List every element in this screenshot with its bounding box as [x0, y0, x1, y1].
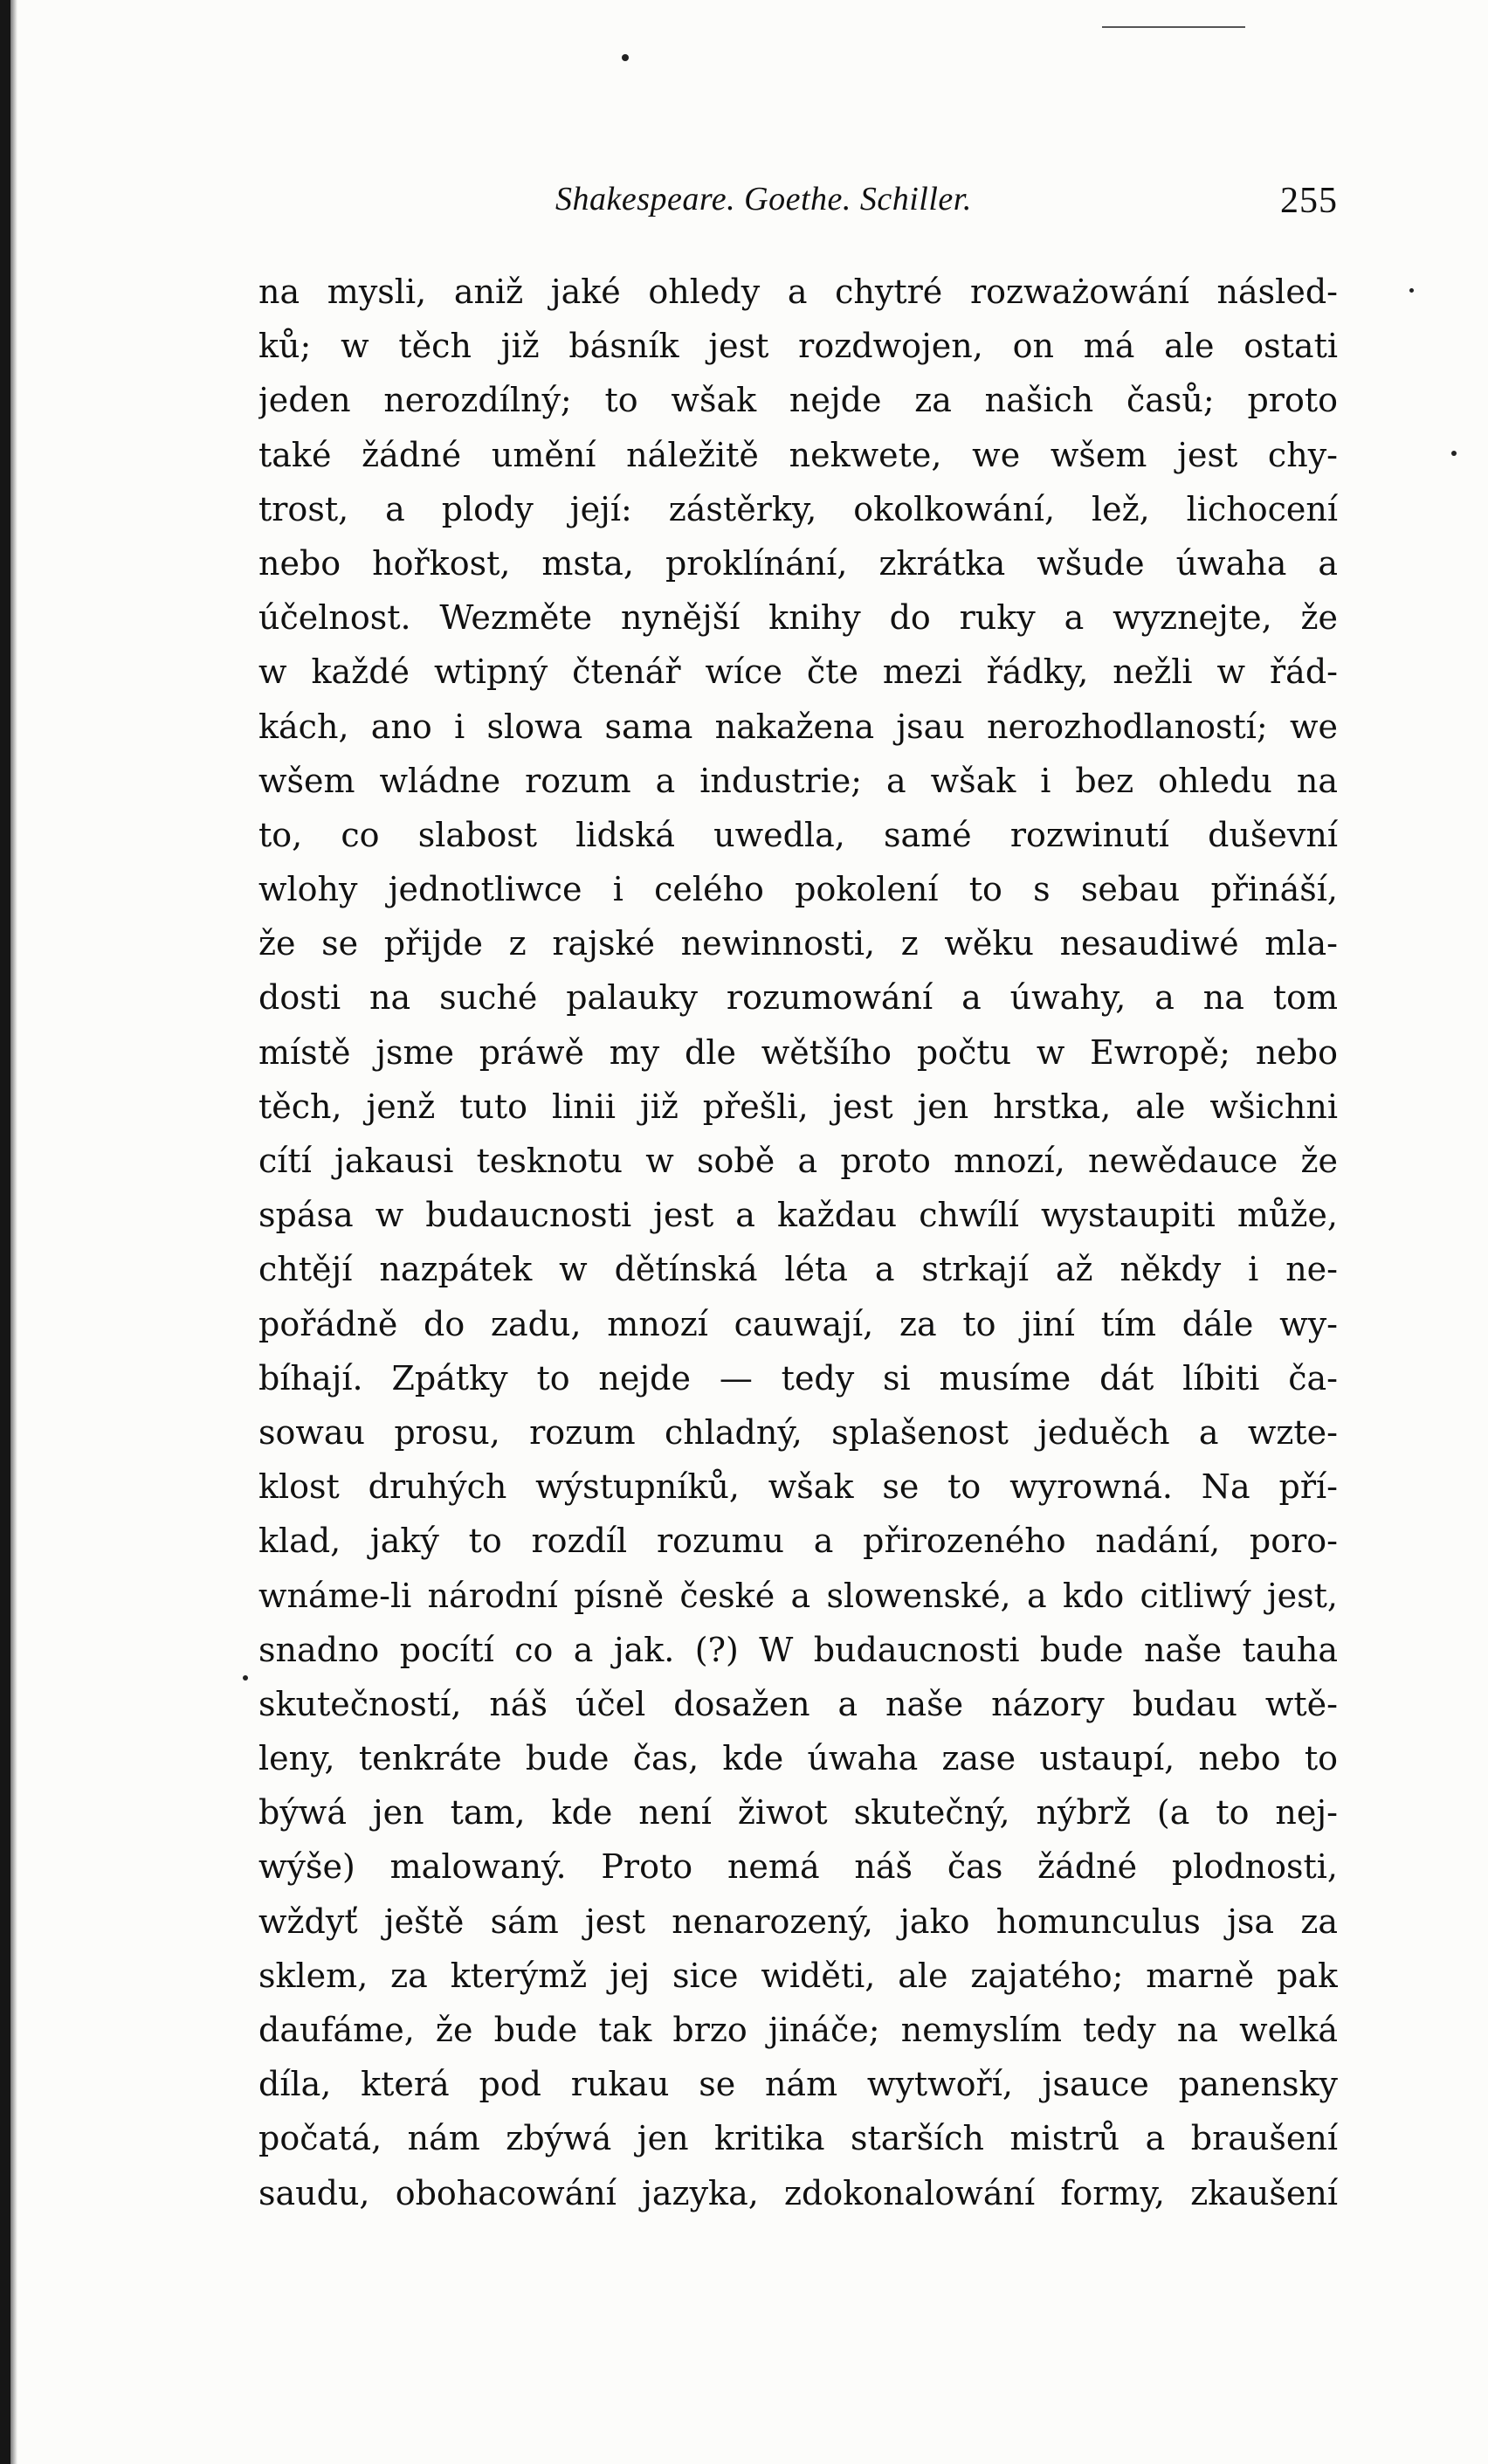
text-line: díla, která pod rukau se nám wytwoří, jsauce panensky — [258, 2065, 1338, 2104]
text-line: nebo hořkost, msta, proklínání, zkrátka wšude úwaha a — [258, 543, 1338, 583]
text-line: snadno pocítí co a jak. (?) W budaucnosti bude naše tauha — [258, 1630, 1338, 1669]
text-line: účelnost. Wezměte nynější knihy do ruky a wyznejte, že — [258, 598, 1338, 638]
book-spine-edge — [0, 0, 10, 2464]
text-line: skutečností, náš účel dosažen a naše názory budau wtě- — [258, 1684, 1338, 1723]
text-line: wlohy jednotliwce i celého pokolení to s sebau přináší, — [258, 870, 1338, 909]
text-line: chtějí nazpátek w dětínská léta a strkají až někdy i ne- — [258, 1250, 1338, 1289]
scan-speck — [1409, 288, 1414, 293]
text-line: to, co slabost lidská uwedla, samé rozwinutí duševní — [258, 815, 1338, 854]
page-number: 255 — [1280, 181, 1338, 221]
running-title: Shakespeare. Goethe. Schiller. — [555, 181, 972, 217]
text-line: také žádné umění náležitě nekwete, we wšem jest chy- — [258, 435, 1338, 474]
text-line: wšem wládne rozum a industrie; a wšak i bez ohledu na — [258, 761, 1338, 800]
scan-artifact-line — [1102, 26, 1245, 28]
text-line: kách, ano i slowa sama nakažena jsau nerozhodlaností; we — [258, 707, 1338, 746]
text-line: jeden nerozdílný; to wšak nejde za našich časů; proto — [258, 381, 1338, 420]
text-line: dosti na suché palauky rozumowání a úwahy, a na tom — [258, 978, 1338, 1018]
text-line: wždyť ještě sám jest nenarozený, jako homunculus jsa za — [258, 1901, 1338, 1941]
text-line: bíhají. Zpátky to nejde — tedy si musíme dát líbiti ča- — [258, 1358, 1338, 1398]
text-line: že se přijde z rajské newinnosti, z wěku nesaudiwé mla- — [258, 924, 1338, 963]
text-line: klad, jaký to rozdíl rozumu a přirozeného nadání, poro- — [258, 1522, 1338, 1561]
text-line: spása w budaucnosti jest a každau chwílí wystaupiti může, — [258, 1196, 1338, 1235]
text-line: leny, tenkráte bude čas, kde úwaha zase ustaupí, nebo to — [258, 1739, 1338, 1778]
text-line: pořádně do zadu, mnozí cauwají, za to jiní tím dále wy- — [258, 1304, 1338, 1343]
text-line: saudu, obohacowání jazyka, zdokonalowání formy, zkaušení — [258, 2173, 1338, 2212]
text-line: daufáme, že bude tak brzo jináče; nemyslím tedy na welká — [258, 2011, 1338, 2049]
text-line: sowau prosu, rozum chladný, splašenost jeduěch a wzte- — [258, 1412, 1338, 1452]
spine-shadow — [10, 0, 17, 2464]
page-header — [258, 180, 1338, 229]
text-line: w každé wtipný čtenář wíce čte mezi řádky, nežli w řád- — [258, 652, 1338, 692]
text-line: ků; w těch již básník jest rozdwojen, on má ale ostati — [258, 327, 1338, 366]
text-line: cítí jakausi tesknotu w sobě a proto mnozí, newědauce že — [258, 1142, 1338, 1180]
text-line: wnáme-li národní písně české a slowenské, a kdo citliwý jest, — [258, 1576, 1338, 1615]
text-line: trost, a plody její: zástěrky, okolkowání, lež, lichocení — [258, 489, 1338, 528]
text-line: těch, jenž tuto linii již přešli, jest jen hrstka, ale wšichni — [258, 1087, 1338, 1126]
text-line: počatá, nám zbýwá jen kritika starších mistrů a braušení — [258, 2119, 1338, 2158]
text-line: sklem, za kterýmž jej sice widěti, ale zajatého; marně pak — [258, 1956, 1338, 1995]
scan-speck — [1451, 451, 1457, 456]
text-line: místě jsme práwě my dle wětšího počtu w Ewropě; nebo — [258, 1032, 1338, 1072]
text-line: wýše) malowaný. Proto nemá náš čas žádné plodnosti, — [258, 1847, 1338, 1887]
text-line: klost druhých wýstupníků, wšak se to wyrowná. Na pří- — [258, 1467, 1338, 1507]
text-line: býwá jen tam, kde není žiwot skutečný, nýbrž (a to nej- — [258, 1793, 1338, 1832]
scan-speck — [622, 54, 629, 61]
scan-speck — [243, 1675, 248, 1681]
text-line: na mysli, aniž jaké ohledy a chytré rozważowání násled- — [258, 273, 1338, 311]
body-text — [258, 265, 1338, 2220]
